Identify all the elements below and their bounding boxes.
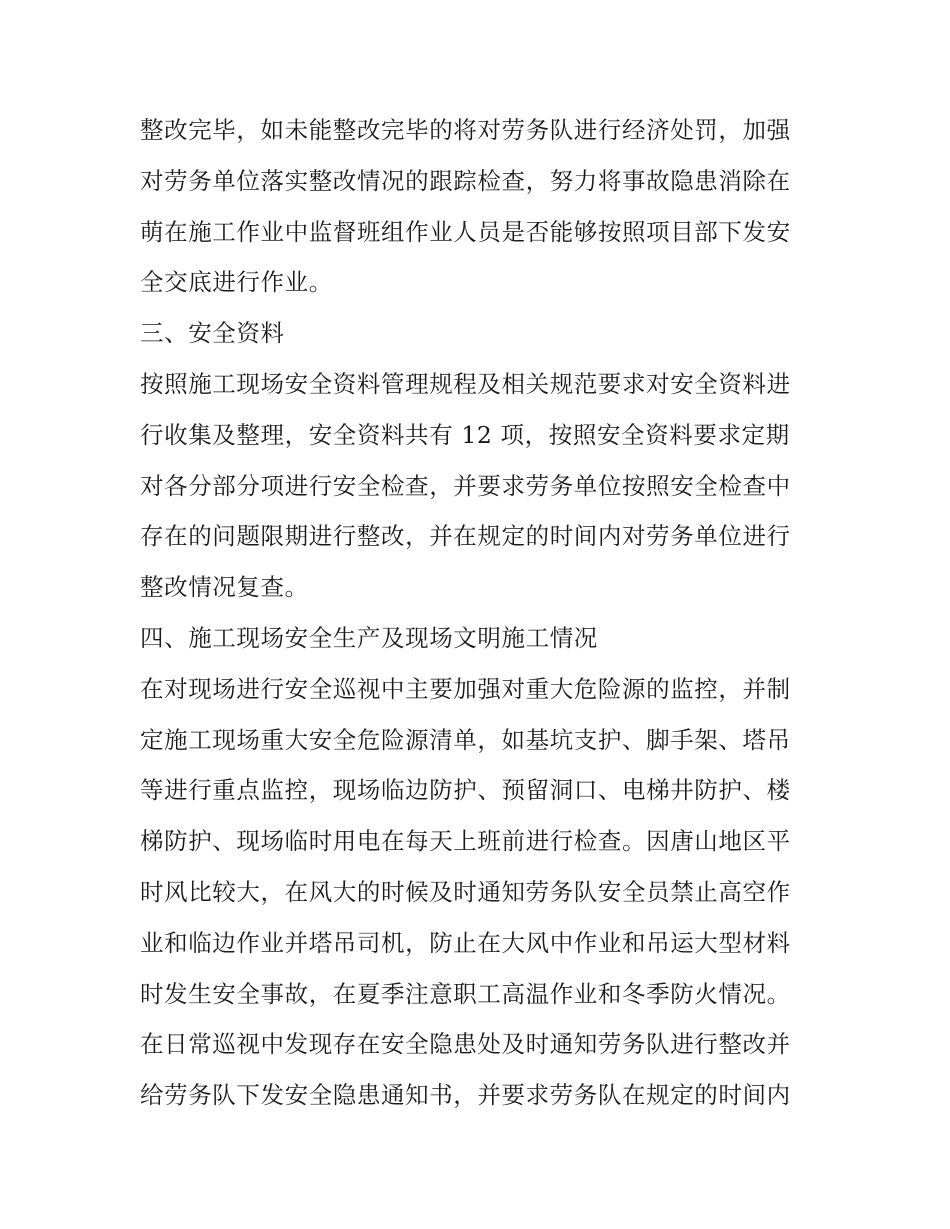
document-body <box>140 105 820 1121</box>
body-line-7: 行收集及整理，安全资料共有 12 项，按照安全资料要求定期 <box>140 420 790 449</box>
section-heading-4: 四、施工现场安全生产及现场文明施工情况 <box>140 623 598 652</box>
body-line-2: 对劳务单位落实整改情况的跟踪检查，努力将事故隐患消除在 <box>140 166 791 195</box>
body-line-13: 定施工现场重大安全危险源清单，如基坑支护、脚手架、塔吊 <box>140 725 791 754</box>
section-heading-3: 三、安全资料 <box>140 319 285 348</box>
body-line-3: 萌在施工作业中监督班组作业人员是否能够按照项目部下发安 <box>140 217 791 246</box>
body-line-20: 给劳务队下发安全隐患通知书，并要求劳务队在规定的时间内 <box>140 1081 791 1110</box>
body-line-14: 等进行重点监控，现场临边防护、预留洞口、电梯井防护、楼 <box>140 776 791 805</box>
body-line-9: 存在的问题限期进行整改，并在规定的时间内对劳务单位进行 <box>140 522 791 551</box>
body-line-18: 时发生安全事故，在夏季注意职工高温作业和冬季防火情况。 <box>140 979 791 1008</box>
body-line-10: 整改情况复查。 <box>140 573 309 602</box>
body-line-1: 整改完毕，如未能整改完毕的将对劳务队进行经济处罚，加强 <box>140 116 791 144</box>
body-line-6: 按照施工现场安全资料管理规程及相关规范要求对安全资料进 <box>140 369 791 398</box>
body-line-19: 在日常巡视中发现存在安全隐患处及时通知劳务队进行整改并 <box>140 1030 791 1059</box>
body-line-8: 对各分部分项进行安全检查，并要求劳务单位按照安全检查中 <box>140 471 791 500</box>
body-line-17: 业和临边作业并塔吊司机，防止在大风中作业和吊运大型材料 <box>140 928 791 957</box>
body-line-16: 时风比较大，在风大的时候及时通知劳务队安全员禁止高空作 <box>140 877 791 906</box>
body-line-12: 在对现场进行安全巡视中主要加强对重大危险源的监控，并制 <box>140 674 791 703</box>
body-line-4: 全交底进行作业。 <box>140 268 333 297</box>
body-line-15: 梯防护、现场临时用电在每天上班前进行检查。因唐山地区平 <box>140 827 791 856</box>
